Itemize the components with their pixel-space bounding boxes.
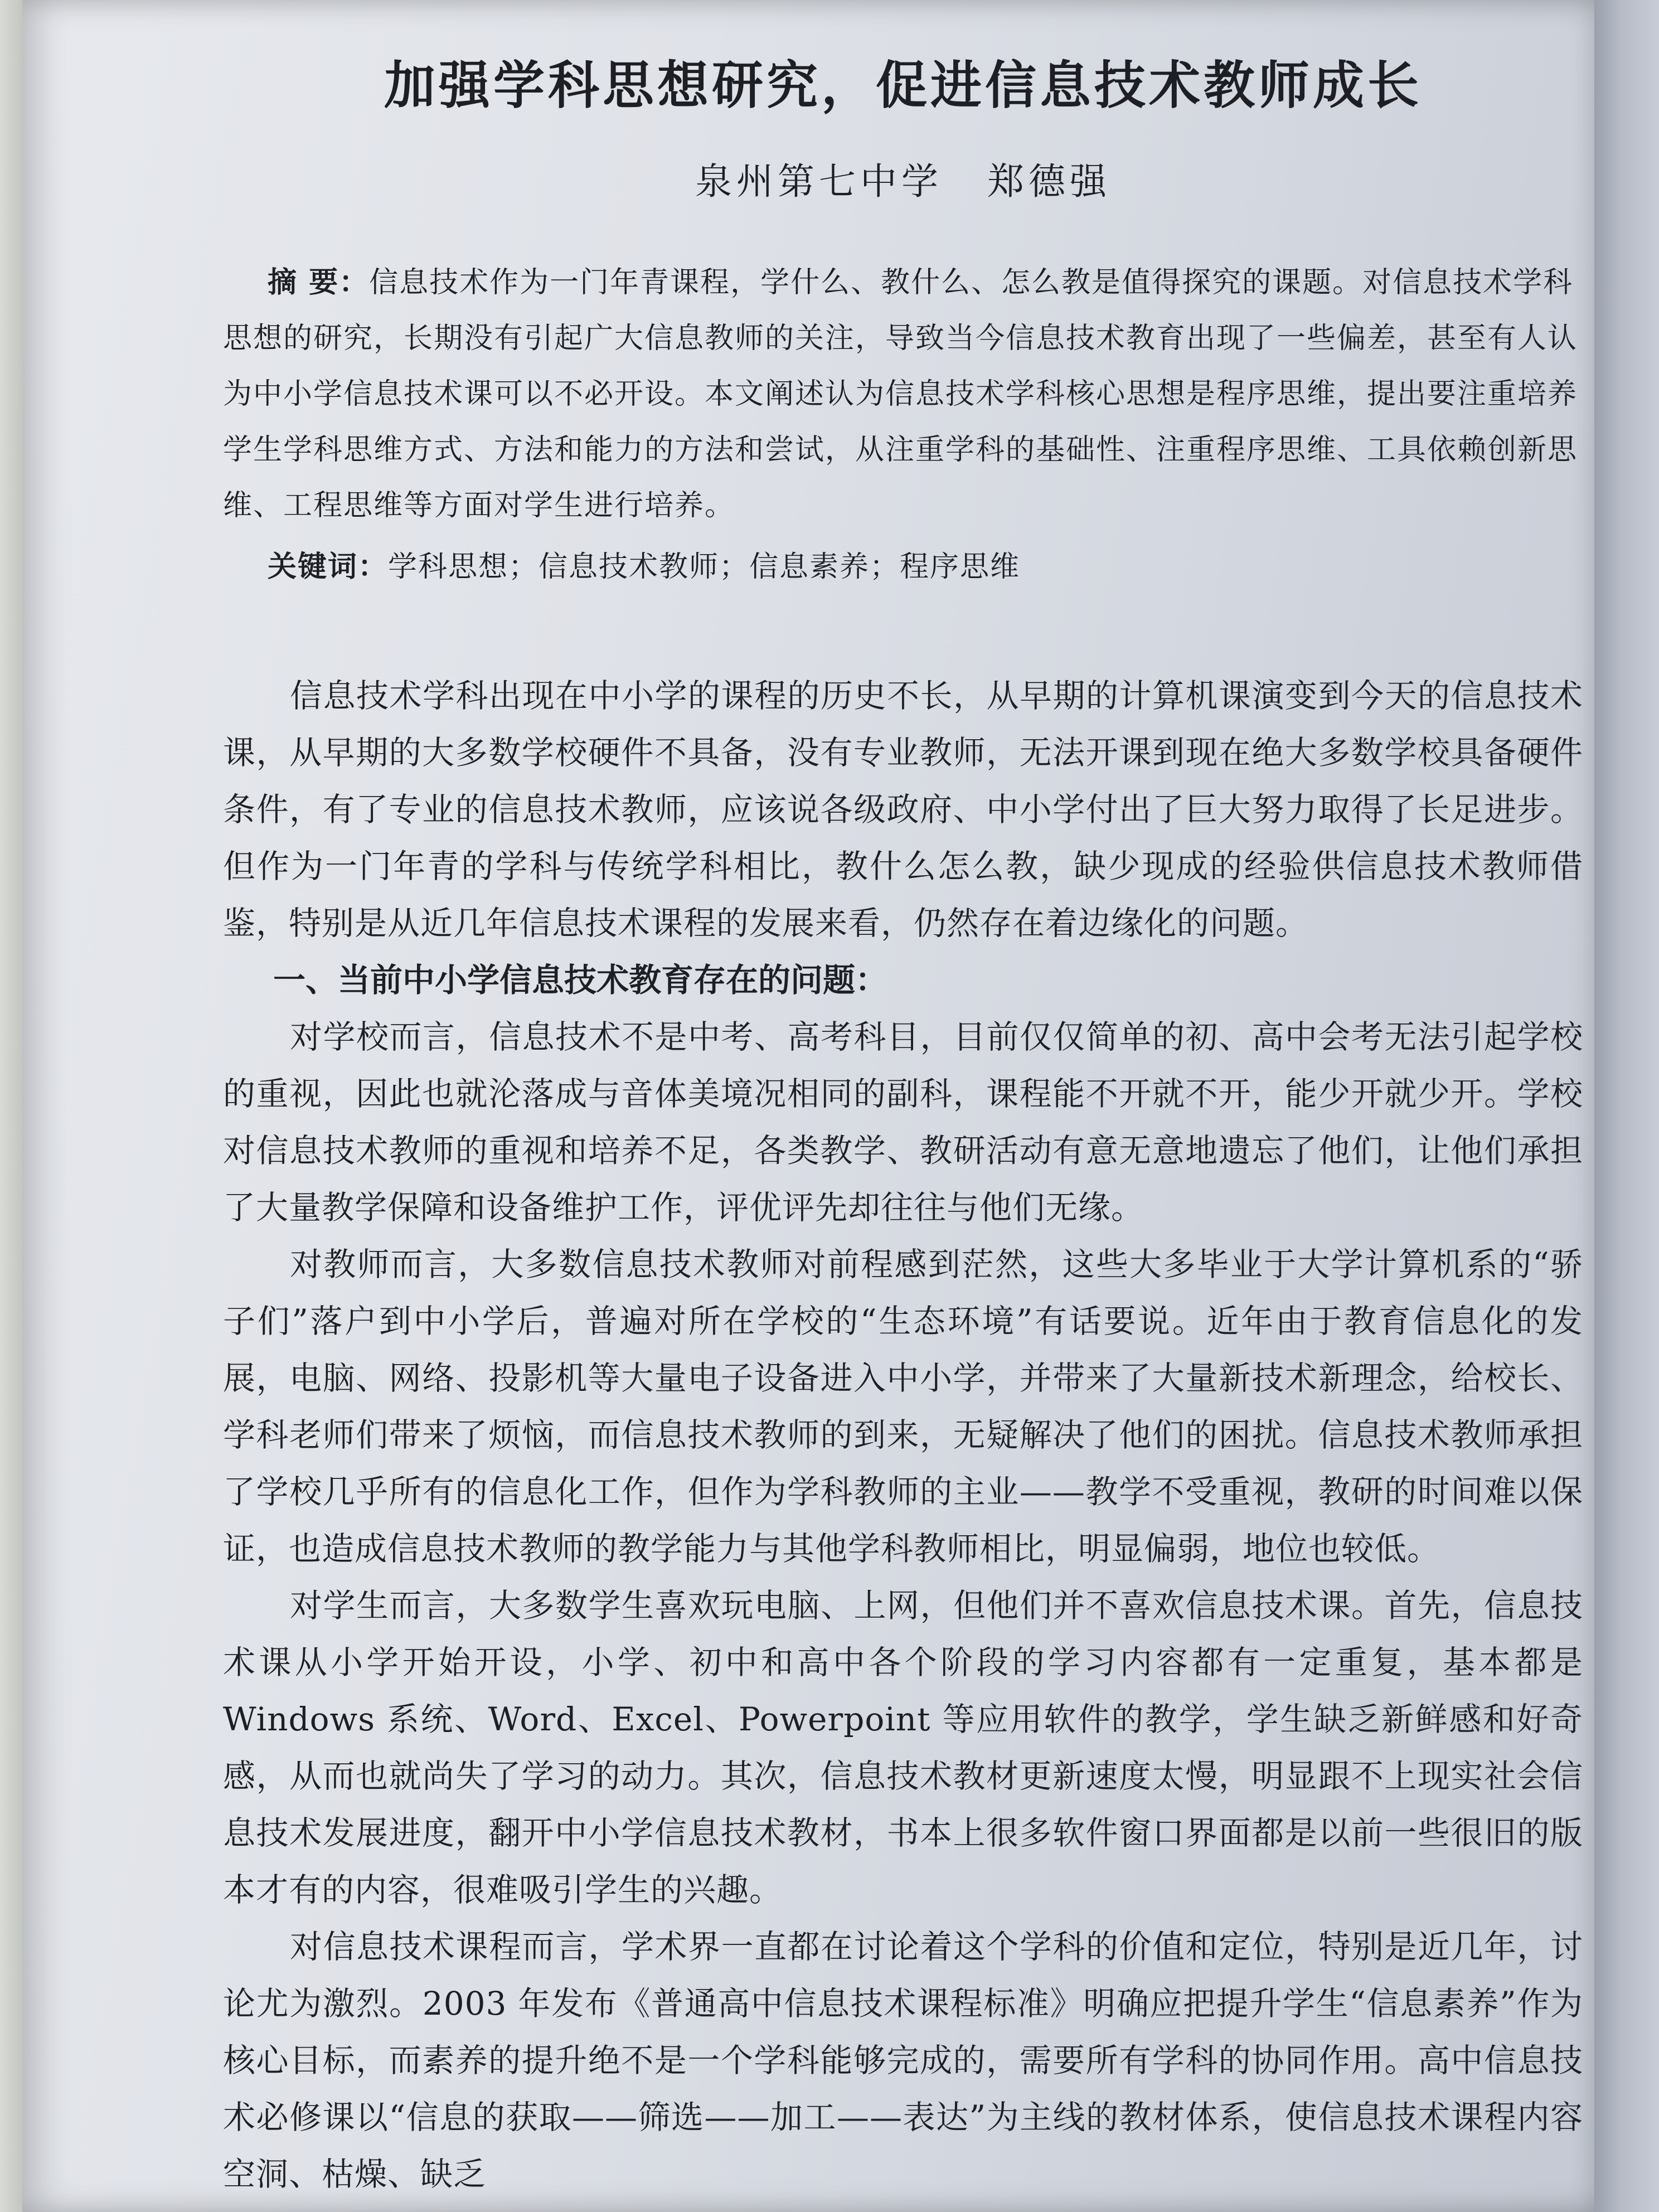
paragraph-course: 对信息技术课程而言，学术界一直都在讨论着这个学科的价值和定位，特别是近几年，讨论尤为激烈。2003 年发布《普通高中信息技术课程标准》明确应把提升学生“信息素养”作为核心目标，而素养的提升绝不是一个学科能够完成的，需要所有学科的协同作用。高中信息技术必修课以“信息的获取——筛选——加工——表达”为主线的教材体系，使信息技术课程内容空洞、枯燥、缺乏 <box>223 1928 1583 2193</box>
paragraph-school: 对学校而言，信息技术不是中考、高考科目，目前仅仅简单的初、高中会考无法引起学校的重视，因此也就沦落成与音体美境况相同的副科，课程能不开就不开，能少开就少开。学校对信息技术教师的重视和培养不足，各类教学、教研活动有意无意地遗忘了他们，让他们承担了大量教学保障和设备维护工作，评优评先却往往与他们无缘。 <box>223 1018 1583 1226</box>
article-body <box>223 33 1583 2203</box>
abstract-text: 信息技术作为一门年青课程，学什么、教什么、怎么教是值得探究的课题。对信息技术学科思想的研究，长期没有引起广大信息教师的关注，导致当今信息技术教育出现了一些偏差，甚至有人认为中小学信息技术课可以不必开设。本文阐述认为信息技术学科核心思想是程序思维，提出要注重培养学生学科思维方式、方法和能力的方法和尝试，从注重学科的基础性、注重程序思维、工具依赖创新思维、工程思维等方面对学生进行培养。 <box>223 266 1578 522</box>
author-name: 郑德强 <box>987 160 1111 203</box>
book-page <box>22 0 1600 2212</box>
article-title: 加强学科思想研究，促进信息技术教师成长 <box>384 55 1422 115</box>
adjacent-page-edge <box>1594 0 1659 2212</box>
abstract-label: 摘 要： <box>268 266 370 299</box>
intro-paragraph: 信息技术学科出现在中小学的课程的历史不长，从早期的计算机课演变到今天的信息技术课，从早期的大多数学校硬件不具备，没有专业教师，无法开课到现在绝大多数学校具备硬件条件，有了专业的信息技术教师，应该说各级政府、中小学付出了巨大努力取得了长足进步。但作为一门年青的学科与传统学科相比，教什么怎么教，缺少现成的经验供信息技术教师借鉴，特别是从近几年信息技术课程的发展来看，仍然存在着边缘化的问题。 <box>223 677 1583 942</box>
keywords-label: 关键词： <box>268 550 389 584</box>
section-heading: 一、当前中小学信息技术教育存在的问题： <box>273 961 888 999</box>
paragraph-student: 对学生而言，大多数学生喜欢玩电脑、上网，但他们并不喜欢信息技术课。首先，信息技术课从小学开始开设，小学、初中和高中各个阶段的学习内容都有一定重复，基本都是 Windows 系统、Word、Excel、Powerpoint 等应用软件的教学，学生缺乏新鲜感和好奇感，从而也就尚失了学习的动力。其次，信息技术教材更新速度太慢，明显跟不上现实社会信息技术发展进度，翻开中小学信息技术教材，书本上很多软件窗口界面都是以前一些很旧的版本才有的内容，很难吸引学生的兴趣。 <box>223 1587 1583 1909</box>
keywords <box>223 539 1583 595</box>
school-name: 泉州第七中学 <box>695 160 943 203</box>
paragraph-teacher: 对教师而言，大多数信息技术教师对前程感到茫然，这些大多毕业于大学计算机系的“骄子们”落户到中小学后，普遍对所在学校的“生态环境”有话要说。近年由于教育信息化的发展，电脑、网络、投影机等大量电子设备进入中小学，并带来了大量新技术新理念，给校长、学科老师们带来了烦恼，而信息技术教师的到来，无疑解决了他们的困扰。信息技术教师承担了学校几乎所有的信息化工作，但作为学科教师的主业——教学不受重视，教研的时间难以保证，也造成信息技术教师的教学能力与其他学科教师相比，明显偏弱，地位也较低。 <box>223 1245 1583 1568</box>
keywords-text: 学科思想；信息技术教师；信息素养；程序思维 <box>388 550 1021 584</box>
abstract <box>223 255 1583 533</box>
byline <box>223 152 1583 205</box>
